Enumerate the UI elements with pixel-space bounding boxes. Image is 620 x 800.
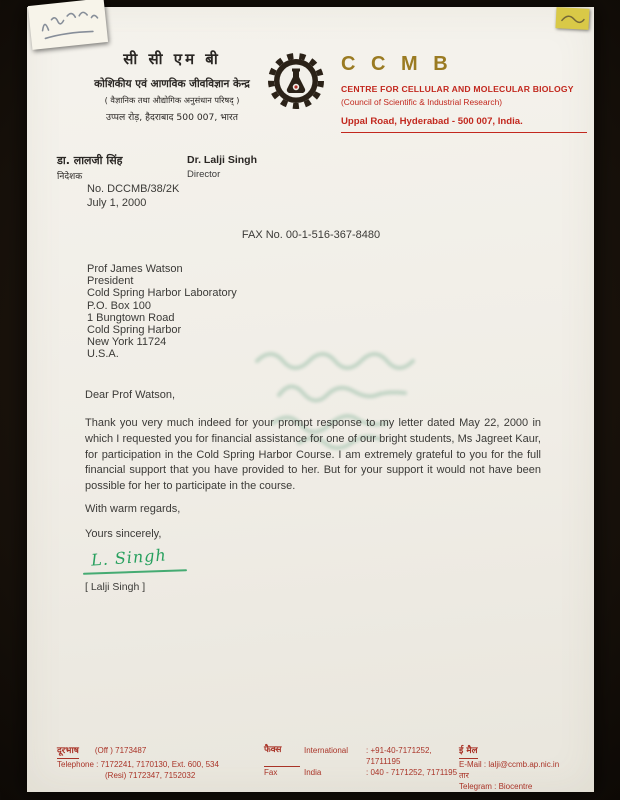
email-address: E-Mail : lalji@ccmb.ap.nic.in [459,760,560,769]
recipient-line: Cold Spring Harbor Laboratory [87,287,237,300]
recipient-address-block [87,263,237,361]
recipient-line: P.O. Box 100 [87,299,152,312]
address-line: Uppal Road, Hyderabad - 500 007, India. [341,116,587,133]
telegram-line: Telegram : Biocentre [459,782,533,791]
letterhead-footer [57,745,583,792]
centre-name: CENTRE FOR CELLULAR AND MOLECULAR BIOLOGY [341,84,574,94]
fax-international-label: International [304,746,349,755]
director-name: Dr. Lalji Singh [187,154,258,166]
hindi-council-line: ( वैज्ञानिक तथा औद्योगिक अनुसंधान परिषद् ) [104,95,240,105]
hindi-address-line: उप्पल रोड़, हैदराबाद 500 007, भारत [105,112,239,123]
recipient-line: U.S.A. [87,348,119,361]
email-hindi-label: ई मैल [459,746,478,759]
footer-fax-block [264,745,459,792]
fax-international-number: : +91-40-7171252, 71711195 [366,746,432,766]
fax-label: Fax [264,768,278,777]
ccmb-acronym: C C M B [341,53,453,75]
archive-label-sticker [28,0,108,50]
recipient-line: Prof James Watson [87,263,183,275]
yellow-tab-sticker [555,7,589,30]
letter-body: Thank you very much indeed for your prompt response to my letter dated May 22, 2000 in which I requested you for financial assistance for one of our bright students, Ms Jagreet Kaur, for participation in the Cold Spring Harbor Course. I am extremely grateful to you for the full financial support that you have provided to her. But for your support it would not have been possible for her to participate in the course. [85,417,541,493]
warm-regards-line: With warm regards, [85,503,181,515]
salutation: Dear Prof Watson, [85,389,176,401]
telephone-residence: (Resi) 7172347, 7152032 [105,771,196,780]
letterhead-hindi-block [53,49,291,123]
handwritten-signature: L. Singh [90,545,168,570]
director-hindi-name: डा. लालजी सिंह [57,154,123,167]
hindi-centre-name: कोशिकीय एवं आणविक जीवविज्ञान केन्द्र [94,78,250,90]
closing-line: Yours sincerely, [85,528,162,540]
footer-email-block [459,745,583,792]
letterhead-english-block [341,53,587,133]
letter-page [27,7,594,792]
fax-number-line: FAX No. 00-1-516-367-8480 [241,229,381,241]
telephone-numbers: Telephone : 7172241, 7170130, Ext. 600, 534 [57,760,219,769]
telephone-hindi-label: दूरभाष [57,746,79,759]
director-title: Director [187,169,221,180]
footer-telephone-block [57,745,264,792]
fax-hindi-label: फैक्स [264,745,300,767]
recipient-line: President [87,275,134,288]
csir-logo [268,53,324,109]
fax-india-number: : 040 - 7171252, 7171195 [366,768,458,777]
letter-date: July 1, 2000 [87,197,147,209]
recipient-line: Cold Spring Harbor [87,324,182,337]
director-hindi-title: निदेशक [57,172,83,182]
council-line: (Council of Scientific & Industrial Research) [341,97,503,107]
telephone-office: (Off ) 7173487 [94,746,147,755]
recipient-line: 1 Bungtown Road [87,311,175,324]
telegram-hindi-label: तार [459,771,469,780]
fax-india-label: India [304,768,322,777]
recipient-line: New York 11724 [87,336,167,349]
reference-number: No. DCCMB/38/2K [87,183,180,195]
signatory-name: [ Lalji Singh ] [85,581,146,593]
hindi-acronym: सी सी एम बी [123,50,221,68]
signature-flourish [83,569,187,575]
